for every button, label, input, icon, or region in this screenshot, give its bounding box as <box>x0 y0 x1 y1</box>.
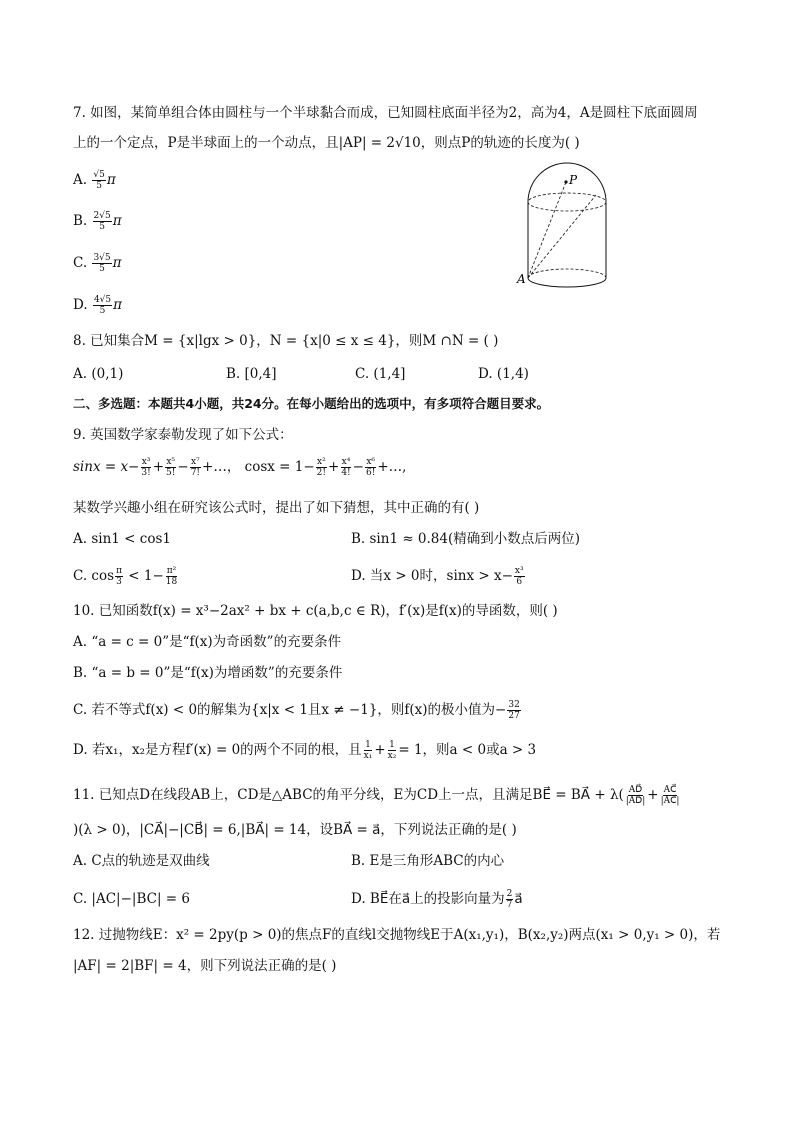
q7-stem-line2: 上的一个定点，P是半球面上的一个动点，且|AP| = 2√10，则点P的轨迹的长度为( ) <box>73 135 580 151</box>
q11-stem-line2: )(λ > 0)，|CA⃗|−|CB⃗| = 6,|BA⃗| = 14，设BA⃗ = a⃗，下列说法正确的是( ) <box>73 822 517 838</box>
q7-option-b: B. $\frac{2√5}{5}$ π <box>73 211 122 232</box>
q7-option-d: D. $\frac{4√5}{5}$ π <box>73 295 122 316</box>
q11-option-a: A. C点的轨迹是双曲线 <box>73 853 210 869</box>
q10-stem: 10. 已知函数f(x) = x³−2ax² + bx + c(a,b,c ∈ R)，f′(x)是f(x)的导函数，则( ) <box>73 603 558 619</box>
q9-stem: 9. 英国数学家泰勒发现了如下公式： <box>73 427 293 443</box>
q11-option-b: B. E是三角形ABC的内心 <box>351 853 505 869</box>
bottom-ellipse-front <box>528 278 606 287</box>
q9-taylor-formulas: sinx = x− $\frac{\text{x³}}{3!}$ + $\frac{\text{x⁵}}{5!}$ − $\frac{\text{x⁷}}{7!}$ +…， cosx = 1− $\frac{\text{x²}}{2!}$ + $\frac{\text{x⁴}}{4!}$ − $\frac{\text{x⁶}}{6!}$ +…, <box>73 457 407 478</box>
q8-option-c: C. (1,4] <box>355 366 406 382</box>
cylinder-hemisphere-figure <box>512 160 622 295</box>
q11-option-c: C. |AC|−|BC| = 6 <box>73 891 190 907</box>
q10-option-c: C. 若不等式f(x) < 0的解集为{x|x < 1且x ≠ −1}，则f(x)的极小值为− $\frac{32}{27}$ <box>73 700 520 721</box>
segment-ap <box>528 182 566 278</box>
q10-option-d: D. 若x₁，x₂是方程f′(x) = 0的两个不同的根，且 $\frac{1}{\text{x₁}}$ + $\frac{1}{\text{x₂}}$ = 1，则a < 0或a > 3 <box>73 740 537 761</box>
q7-option-c: C. $\frac{3√5}{5}$ π <box>73 253 122 274</box>
q12-stem-line1: 12. 过抛物线E：x² = 2py(p > 0)的焦点F的直线l交抛物线E于A(x₁,y₁)，B(x₂,y₂)两点(x₁ > 0,y₁ > 0)，若 <box>73 927 721 943</box>
q8-option-d: D. (1,4) <box>478 366 529 382</box>
label-a: A <box>517 272 526 286</box>
point-p <box>564 180 567 183</box>
q11-stem-line1: 11. 已知点D在线段AB上，CD是△ABC的角平分线，E为CD上一点，且满足BE⃗ = BA⃗ + λ( $\frac{AD⃗}{|AD⃗|}$ + $\frac{AC⃗}{|AC⃗|}$ <box>73 785 680 806</box>
q7-option-a: A. $\frac{√5}{5}$ π <box>73 170 116 191</box>
segment-a-rim <box>528 195 596 278</box>
q10-option-a: A. “a = c = 0”是“f(x)为奇函数”的充要条件 <box>73 634 342 650</box>
q9-option-a: A. sin1 < cos1 <box>73 531 171 547</box>
q11-option-d: D. BE⃗在a⃗上的投影向量为 $\frac{2}{7}$ a⃗ <box>351 889 523 910</box>
q9-option-b: B. sin1 ≈ 0.84(精确到小数点后两位) <box>351 531 581 547</box>
q9-option-c: C. cos $\frac{\pi}{3}$ < 1− $\frac{\text{π²}}{18}$ <box>73 566 178 587</box>
bottom-ellipse-back <box>528 269 606 278</box>
q9-prompt: 某数学兴趣小组在研究该公式时，提出了如下猜想，其中正确的有( ) <box>73 500 480 516</box>
section-heading-multiple-choice: 二、多选题：本题共4小题，共24分。在每小题给出的选项中，有多项符合题目要求。 <box>73 396 550 411</box>
q12-stem-line2: |AF| = 2|BF| = 4，则下列说法正确的是( ) <box>73 958 337 974</box>
q10-option-b: B. “a = b = 0”是“f(x)为增函数”的充要条件 <box>73 665 343 681</box>
q8-option-b: B. [0,4] <box>226 366 277 382</box>
q8-option-a: A. (0,1) <box>73 366 124 382</box>
q7-stem-line1: 7. 如图，某简单组合体由圆柱与一个半球黏合而成，已知圆柱底面半径为2，高为4，A是圆柱下底面圆周 <box>73 105 698 121</box>
q8-stem: 8. 已知集合M = {x|lgx > 0}，N = {x|0 ≤ x ≤ 4}，则M ∩N = ( ) <box>73 333 499 349</box>
top-ellipse-front <box>528 193 606 211</box>
q9-option-d: D. 当x > 0时，sinx > x− $\frac{\text{x³}}{6}$ <box>351 566 524 587</box>
label-p: P <box>569 173 578 187</box>
